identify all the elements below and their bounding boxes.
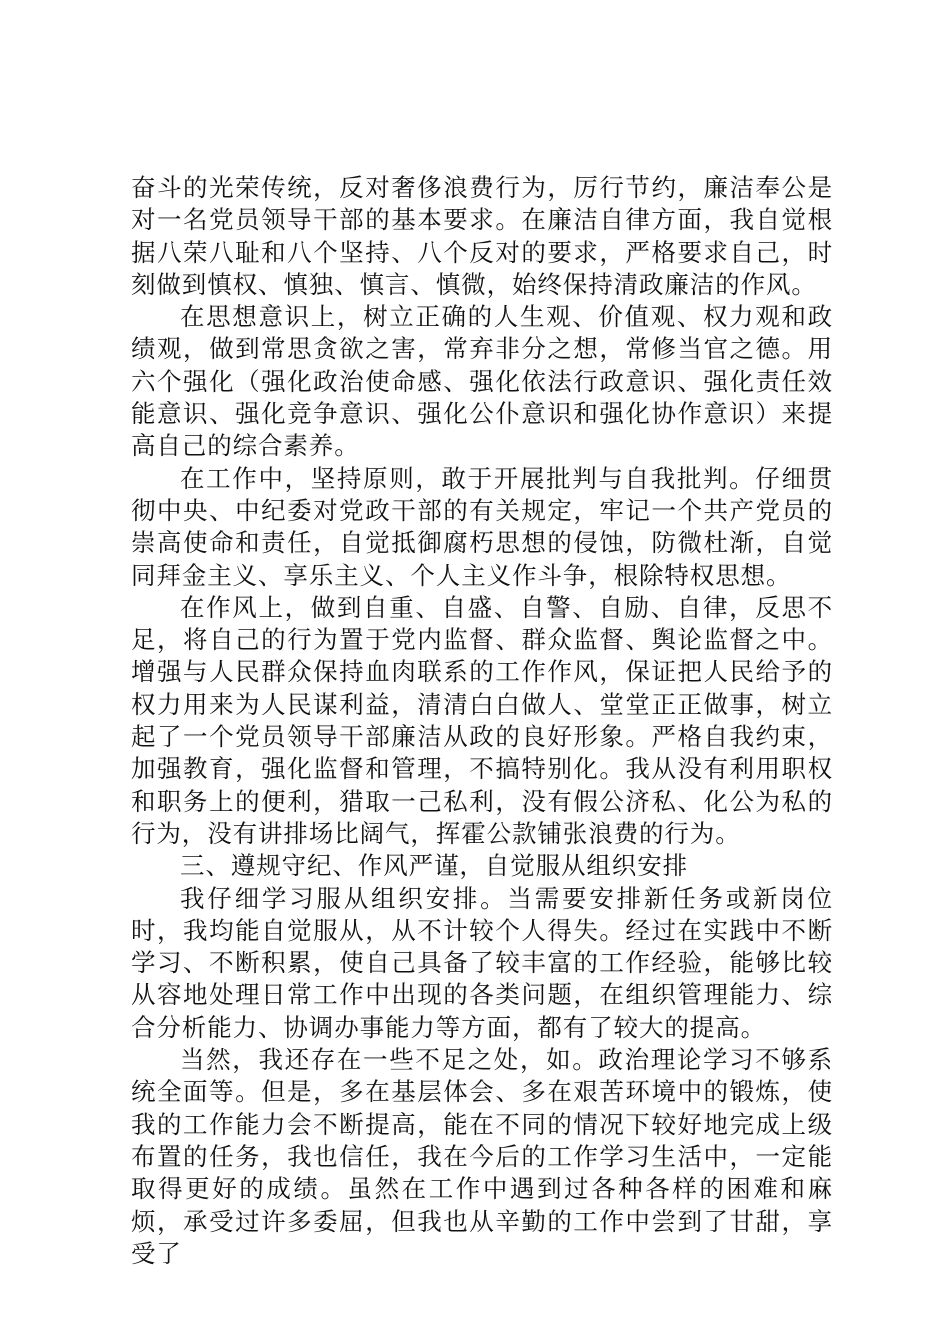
paragraph-style: 在作风上，做到自重、自盛、自警、自励、自律，反思不足，将自己的行为置于党内监督、群众监督、舆论监督之中。增强与人民群众保持血肉联系的工作作风，保证把人民给予的权力用来为人民谋利益，清清白白做人、堂堂正正做事，树立起了一个党员领导干部廉洁从政的良好形象。严格自我约束，加强教育，强化监督和管理，不搞特别化。我从没有利用职权和职务上的便利，猎取一己私利，没有假公济私、化公为私的行为，没有讲排场比阔气，挥霍公款铺张浪费的行为。 [131, 592, 833, 848]
document-body [131, 172, 833, 1270]
paragraph-shortcomings: 当然，我还存在一些不足之处，如。政治理论学习不够系统全面等。但是，多在基层体会、多在艰苦环境中的锻炼，使我的工作能力会不断提高，能在不同的情况下较好地完成上级布置的任务，我也信任，我在今后的工作学习生活中，一定能取得更好的成绩。虽然在工作中遇到过各种各样的困难和麻烦，承受过许多委屈，但我也从辛勤的工作中尝到了甘甜，享受了 [131, 1045, 833, 1268]
paragraph-ideology: 在思想意识上，树立正确的人生观、价值观、权力观和政绩观，做到常思贪欲之害，常弃非分之想，常修当官之德。用六个强化（强化政治使命感、强化依法行政意识、强化责任效能意识、强化竞争意识、强化公仆意识和强化协作意识）来提高自己的综合素养。 [131, 302, 833, 461]
paragraph-continuation: 奋斗的光荣传统，反对奢侈浪费行为，厉行节约，廉洁奉公是对一名党员领导干部的基本要求。在廉洁自律方面，我自觉根据八荣八耻和八个坚持、八个反对的要求，严格要求自己，时刻做到慎权、慎独、慎言、慎微，始终保持清政廉洁的作风。 [131, 173, 833, 299]
section-heading: 三、遵规守纪、作风严谨，自觉服从组织安排 [180, 851, 688, 881]
paragraph-obey-organization: 我仔细学习服从组织安排。当需要安排新任务或新岗位时，我均能自觉服从，从不计较个人得失。经过在实践中不断学习、不断积累，使自己具备了较丰富的工作经验，能够比较从容地处理日常工作中出现的各类问题，在组织管理能力、综合分析能力、协调办事能力等方面，都有了较大的提高。 [131, 883, 833, 1042]
paragraph-work: 在工作中，坚持原则，敢于开展批判与自我批判。仔细贯彻中央、中纪委对党政干部的有关规定，牢记一个共产党员的崇高使命和责任，自觉抵御腐朽思想的侵蚀，防微杜渐，自觉同拜金主义、享乐主义、个人主义作斗争，根除特权思想。 [131, 463, 833, 590]
